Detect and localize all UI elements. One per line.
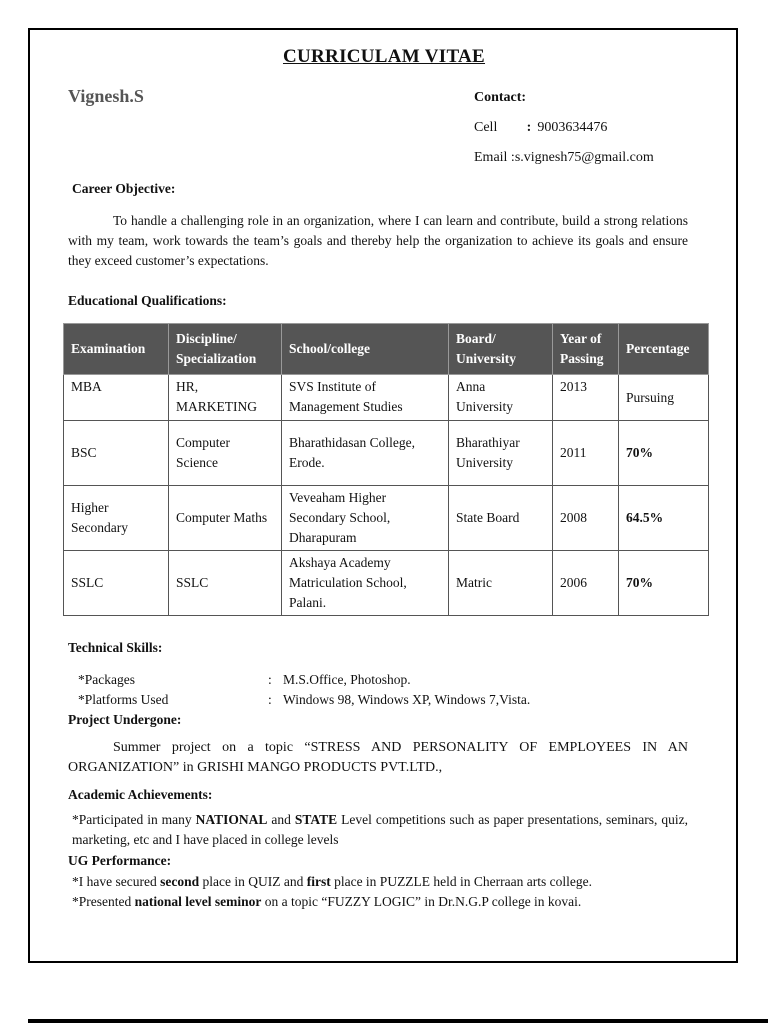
cell-school: Akshaya Academy Matriculation School, Palani. bbox=[282, 551, 449, 616]
ug1-c: place in QUIZ and bbox=[199, 874, 307, 889]
skill-value: Windows 98, Windows XP, Windows 7,Vista. bbox=[283, 692, 531, 707]
cell-label: Cell bbox=[474, 120, 498, 135]
contact-email: Email :s.vignesh75@gmail.com bbox=[474, 150, 654, 165]
academic-text bbox=[68, 810, 688, 850]
skill-row-packages bbox=[0, 672, 768, 692]
cell-discipline: SSLC bbox=[169, 551, 282, 616]
contact-heading: Contact: bbox=[474, 90, 527, 105]
education-header-row bbox=[64, 324, 709, 375]
cell-school: Veveaham Higher Secondary School, Dharapuram bbox=[282, 486, 449, 551]
cell-examination: Higher Secondary bbox=[64, 486, 169, 551]
academic-text-a: *Participated in many bbox=[72, 812, 196, 827]
cell-board: Bharathiyar University bbox=[449, 421, 553, 486]
table-row bbox=[64, 421, 709, 486]
cell-board: Anna University bbox=[449, 375, 553, 421]
cell-percentage: 70% bbox=[619, 551, 709, 616]
ug1-second: second bbox=[160, 874, 200, 889]
cell-school: SVS Institute of Management Studies bbox=[282, 375, 449, 421]
cell-percentage: 70% bbox=[619, 421, 709, 486]
ug-line-1 bbox=[72, 874, 592, 890]
ug2-seminor: national level seminor bbox=[134, 894, 262, 909]
cell-year: 2006 bbox=[553, 551, 619, 616]
ug1-e: place in PUZZLE held in Cherraan arts college. bbox=[330, 874, 592, 889]
ug-performance-heading: UG Performance: bbox=[68, 853, 172, 868]
cell-colon: : bbox=[526, 120, 532, 135]
career-objective-text: To handle a challenging role in an organization, where I can learn and contribute, build a strong relations with my team, work towards the team’s goals and thereby help the organization to achieve its goals and ensure they exceed customer’s expectations. bbox=[68, 213, 688, 268]
cell-discipline: HR, MARKETING bbox=[169, 375, 282, 421]
ug2-a: *Presented bbox=[72, 894, 135, 909]
skill-colon: : bbox=[268, 672, 272, 687]
candidate-name: Vignesh.S bbox=[68, 86, 144, 106]
academic-national: NATIONAL bbox=[195, 812, 268, 827]
skill-colon: : bbox=[268, 692, 272, 707]
project-heading: Project Undergone: bbox=[68, 712, 182, 727]
career-objective-heading: Career Objective: bbox=[72, 181, 176, 196]
ug1-a: *I have secured bbox=[72, 874, 161, 889]
cell-year: 2008 bbox=[553, 486, 619, 551]
skill-row-platforms bbox=[0, 692, 768, 712]
cell-number: 9003634476 bbox=[537, 120, 608, 135]
table-row bbox=[64, 486, 709, 551]
academic-text-b: and bbox=[267, 812, 295, 827]
academic-heading: Academic Achievements: bbox=[68, 787, 213, 802]
cell-percentage: 64.5% bbox=[619, 486, 709, 551]
col-header-year: Year of Passing bbox=[553, 324, 619, 375]
cell-year: 2011 bbox=[553, 421, 619, 486]
cell-board: Matric bbox=[449, 551, 553, 616]
bottom-rule bbox=[28, 1019, 768, 1023]
cell-examination: SSLC bbox=[64, 551, 169, 616]
cell-discipline: Computer Maths bbox=[169, 486, 282, 551]
academic-text-c: Level competitions such as paper presentations, seminars, quiz, marketing, etc and I have placed in college levels bbox=[72, 812, 689, 847]
cell-percentage: Pursuing bbox=[619, 375, 709, 421]
project-text: Summer project on a topic “STRESS AND PERSONALITY OF EMPLOYEES IN AN ORGANIZATION” in GRISHI MANGO PRODUCTS PVT.LTD., bbox=[68, 740, 688, 775]
skill-value: M.S.Office, Photoshop. bbox=[283, 672, 411, 687]
skill-key: *Packages bbox=[78, 672, 135, 687]
cell-examination: MBA bbox=[64, 375, 169, 421]
cell-year: 2013 bbox=[553, 375, 619, 421]
ug2-c: on a topic “FUZZY LOGIC” in Dr.N.G.P college in kovai. bbox=[261, 894, 582, 909]
ug-line-2 bbox=[72, 894, 581, 910]
skill-key: *Platforms Used bbox=[78, 692, 169, 707]
col-header-school: School/college bbox=[282, 324, 449, 375]
cell-examination: BSC bbox=[64, 421, 169, 486]
table-row bbox=[64, 375, 709, 421]
education-table bbox=[63, 323, 709, 616]
table-row bbox=[64, 551, 709, 616]
technical-skills-heading: Technical Skills: bbox=[68, 640, 163, 655]
col-header-board: Board/ University bbox=[449, 324, 553, 375]
cell-board: State Board bbox=[449, 486, 553, 551]
academic-state: STATE bbox=[294, 812, 338, 827]
cell-school: Bharathidasan College, Erode. bbox=[282, 421, 449, 486]
col-header-discipline: Discipline/ Specialization bbox=[169, 324, 282, 375]
document-title: CURRICULAM VITAE bbox=[282, 46, 486, 67]
cell-discipline: Computer Science bbox=[169, 421, 282, 486]
ug1-first: first bbox=[306, 874, 331, 889]
education-heading: Educational Qualifications: bbox=[68, 293, 227, 308]
contact-cell bbox=[474, 120, 607, 136]
col-header-percentage: Percentage bbox=[619, 324, 709, 375]
col-header-examination: Examination bbox=[64, 324, 169, 375]
